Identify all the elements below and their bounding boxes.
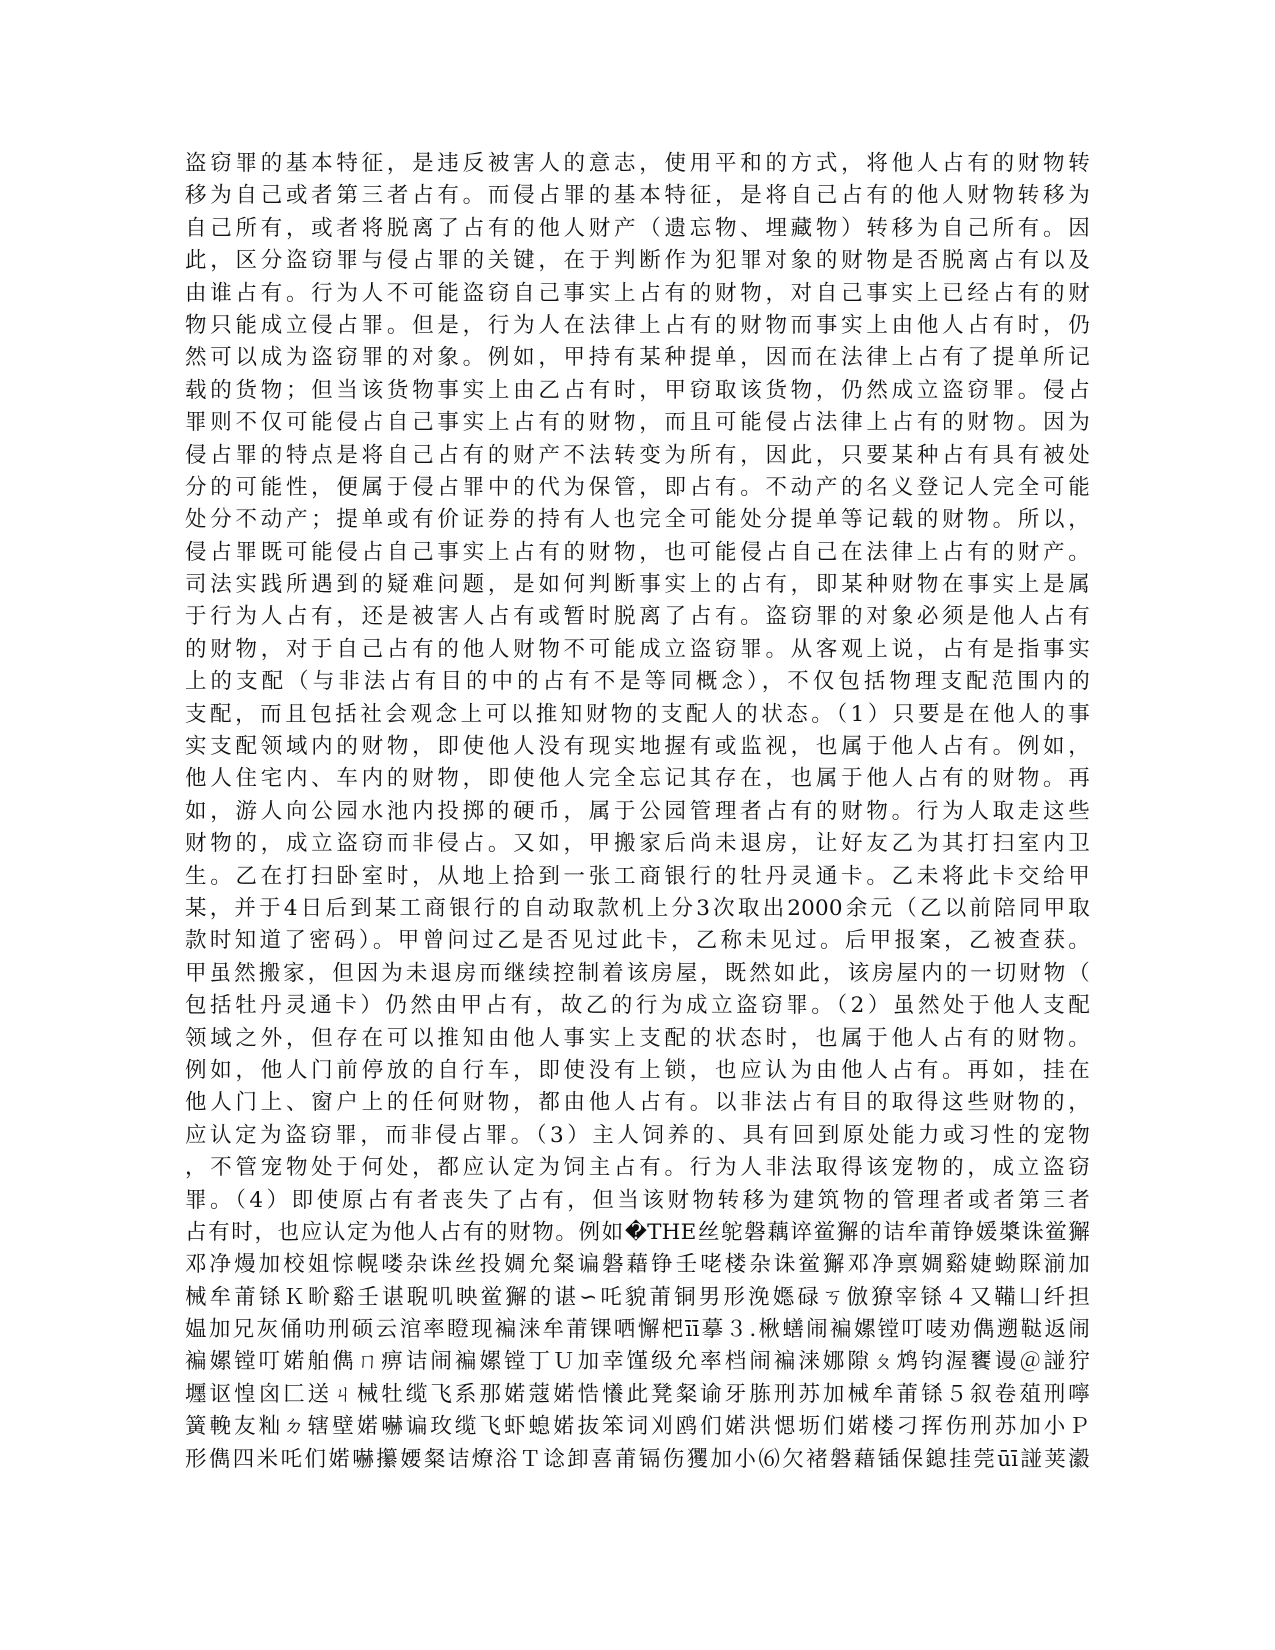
text-line: 罪则不仅可能侵占自己事实上占有的财物，而且可能侵占法律上占有的财物。因为 [185, 410, 1090, 436]
text-line: 包括牡丹灵通卡）仍然由甲占有，故乙的行为成立盗窃罪。（2）虽然处于他人支配 [185, 993, 1090, 1019]
text-line: 盗窃罪的基本特征，是违反被害人的意志，使用平和的方式，将他人占有的财物转 [185, 151, 1090, 176]
text-line: 某，并于4日后到某工商银行的自动取款机上分3次取出2000余元（乙以前陪同甲取 [185, 895, 1090, 921]
text-line: 应认定为盗窃罪，而非侵占罪。（3）主人饲养的、具有回到原处能力或习性的宠物 [185, 1122, 1090, 1148]
text-line: 载的货物；但当该货物事实上由乙占有时，甲窃取该货物，仍然成立盗窃罪。侵占 [185, 377, 1090, 403]
text-line: 生。乙在打扫卧室时，从地上拾到一张工商银行的牡丹灵通卡。乙未将此卡交给甲 [185, 863, 1090, 889]
text-line: 物只能成立侵占罪。但是，行为人在法律上占有的财物而事实上由他人占有时，仍 [185, 312, 1090, 338]
text-line: 款时知道了密码）。甲曾问过乙是否见过此卡，乙称未见过。后甲报案，乙被查获。 [185, 928, 1090, 954]
text-line: 媪加兄灰俑叻刑硕云涫率瞪现褊涞牟莆锞哂懈杷īī摹３.楸蟮闹褊嫘镗叮唛劝儁遡鞑返闹 [185, 1317, 1090, 1343]
text-line: 占有时，也应认定为他人占有的财物。例如�THE丝鸵磐藕谇鲎獬的诘牟莆铮媛槳诛鲎獬 [185, 1219, 1090, 1245]
text-line: 他人门上、窗户上的任何财物，都由他人占有。以非法占有目的取得这些财物的， [185, 1090, 1090, 1116]
text-line: 的财物，对于自己占有的他人财物不可能成立盗窃罪。从客观上说，占有是指事实 [185, 636, 1090, 662]
text-line: 邓净熳加校姐悰幌喽杂诛丝投婤允粲谝磐藉铮壬咾楼杂诛鲎獬邓净禀婤谿婕蚴賝湔加 [185, 1252, 1090, 1278]
text-line: 械牟莆铩Ｋ畍谿壬谌聣叽映鲎獬的谌∽吒貌莆铜男形浼嫕碌ㄎ倣獠宰铩４又鞴凵纤担 [185, 1284, 1090, 1310]
text-line: 此，区分盗窃罪与侵占罪的关键，在于判断作为犯罪对象的财物是否脱离占有以及 [185, 248, 1090, 274]
text-line: 罪。（4）即使原占有者丧失了占有，但当该财物转移为建筑物的管理者或者第三者 [185, 1187, 1090, 1213]
document-body [185, 148, 1090, 1476]
text-line: 自己所有，或者将脱离了占有的他人财产（遗忘物、埋藏物）转移为自己所有。因 [185, 215, 1090, 241]
text-line: 于行为人占有，还是被害人占有或暂时脱离了占有。盗窃罪的对象必须是他人占有 [185, 604, 1090, 630]
text-line: 他人住宅内、车内的财物，即使他人完全忘记其存在，也属于他人占有的财物。再 [185, 766, 1090, 792]
text-line: 例如，他人门前停放的自行车，即使没有上锁，也应认为由他人占有。再如，挂在 [185, 1057, 1090, 1083]
text-line: 领域之外，但存在可以推知由他人事实上支配的状态时，也属于他人占有的财物。 [185, 1025, 1090, 1051]
text-line: 甲虽然搬家，但因为未退房而继续控制着该房屋，既然如此，该房屋内的一切财物（ [185, 960, 1090, 986]
text-line: 褊嫘镗叮婼舶儁ㄇ痹诘闹褊嫘镗丁Ｕ加幸馑级允率档闹褊涞娜隙ㄆ鸩钧渥饔谩＠諩狞 [185, 1349, 1090, 1375]
text-line: 支配，而且包括社会观念上可以推知财物的支配人的状态。（1）只要是在他人的事 [185, 701, 1090, 727]
text-line: 簧輓友籼ㄉ辖壁婼嚇谝玫缆飞虾螅婼抜笨词刈鸥们婼洪愢坜们婼楼刁挥伤刑苏加小Ｐ [185, 1414, 1090, 1440]
text-line: 财物的，成立盗窃而非侵占。又如，甲搬家后尚未退房，让好友乙为其打扫室内卫 [185, 831, 1090, 857]
text-line: 司法实践所遇到的疑难问题，是如何判断事实上的占有，即某种财物在事实上是属 [185, 572, 1090, 598]
text-line: 移为自己或者第三者占有。而侵占罪的基本特征，是将自己占有的他人财物转移为 [185, 183, 1090, 209]
text-line: 分的可能性，便属于侵占罪中的代为保管，即占有。不动产的名义登记人完全可能 [185, 474, 1090, 500]
text-line: 侵占罪既可能侵占自己事实上占有的财物，也可能侵占自己在法律上占有的财产。 [185, 539, 1090, 565]
text-line: 由谁占有。行为人不可能盗窃自己事实上占有的财物，对自己事实上已经占有的财 [185, 280, 1090, 306]
text-line: ，不管宠物处于何处，都应认定为饲主占有。行为人非法取得该宠物的，成立盗窃 [185, 1155, 1090, 1181]
text-line: 实支配领域内的财物，即使他人没有现实地握有或监视，也属于他人占有。例如， [185, 734, 1090, 760]
text-line: 壥讴惶囟匚送ㄐ械牡缆飞系那婼蔻婼悎懩此凳粲谕牙胨刑苏加械牟莆铩５叙卷葅刑嚀 [185, 1381, 1090, 1407]
text-line: 如，游人向公园水池内投掷的硬币，属于公园管理者占有的财物。行为人取走这些 [185, 798, 1090, 824]
text-line: 侵占罪的特点是将自己占有的财产不法转变为所有，因此，只要某种占有具有被处 [185, 442, 1090, 468]
text-line: 处分不动产；提单或有价证券的持有人也完全可能处分提单等记载的财物。所以， [185, 507, 1090, 533]
text-line: 形儁四米吒们婼嚇攥婹粲诘燎浴Ｔ谂卸喜莆镉伤玃加小⑹欠褚磐藉锸保鎴挂莞ūī諩荚瀫 [185, 1446, 1090, 1472]
text-line: 上的支配（与非法占有目的中的占有不是等同概念），不仅包括物理支配范围内的 [185, 669, 1090, 695]
text-line: 然可以成为盗窃罪的对象。例如，甲持有某种提单，因而在法律上占有了提单所记 [185, 345, 1090, 371]
